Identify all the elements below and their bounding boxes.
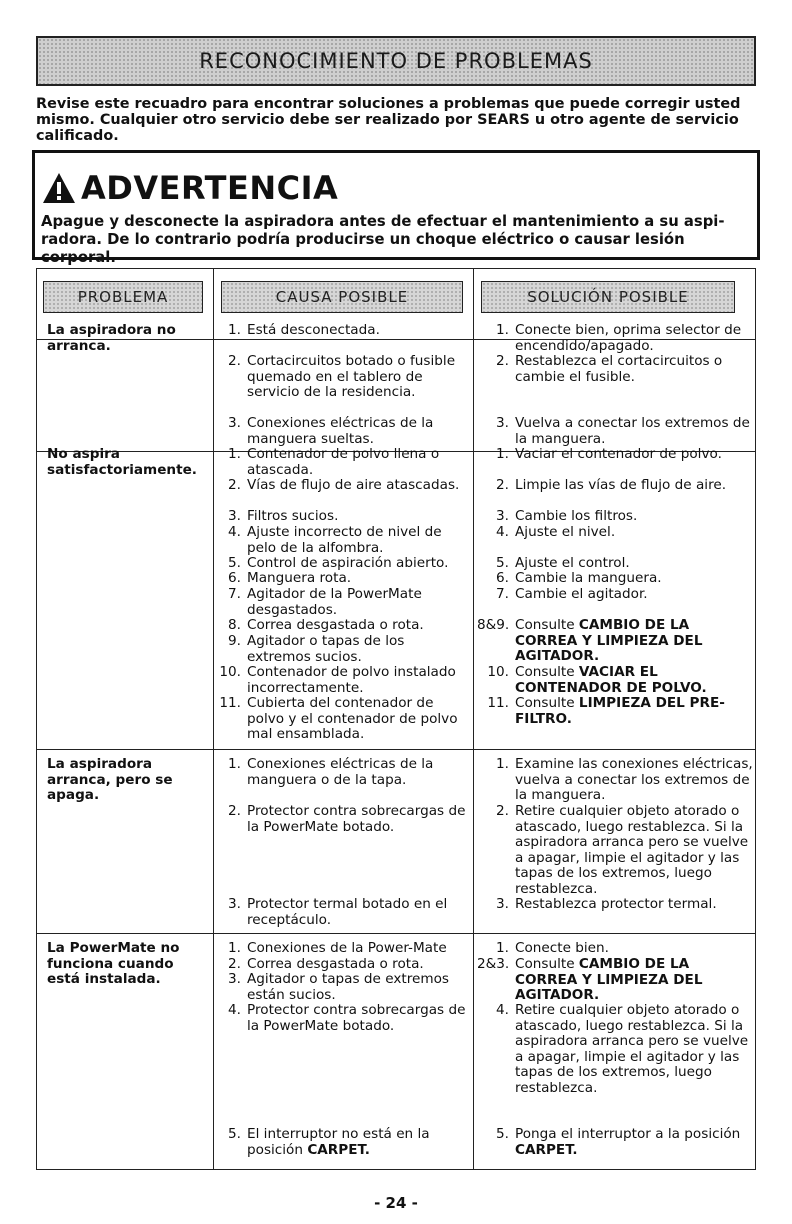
- cause-item: 2. Protector contra sobrecargas de la PowerMate botado.: [228, 803, 466, 835]
- cause-item: 3. Protector termal botado en el receptáculo.: [228, 896, 448, 928]
- cause-item: 10. Contenador de polvo instalado incorrectamente.: [219, 664, 456, 696]
- cause-item: 8. Correa desgastada o rota.: [228, 617, 424, 633]
- solution-item: 2&3. Consulte CAMBIO DE LA CORREA Y LIMPIEZA DEL AGITADOR.: [477, 956, 703, 1003]
- cause-item: 9. Agitador o tapas de los extremos sucios.: [228, 633, 405, 665]
- cause-item: 2. Vías de flujo de aire atascadas.: [228, 477, 460, 493]
- cause-item: 3. Conexiones eléctricas de la manguera sueltas.: [228, 415, 434, 447]
- cause-item: 2. Correa desgastada o rota.: [228, 956, 424, 972]
- solution-item: 2. Retire cualquier objeto atorado o atascado, luego restablezca. Si la aspiradora arranca pero se vuelve a apagar, limpie el agitador y las tapas de los extremos, luego restablezca.: [496, 803, 749, 897]
- column-divider: [473, 269, 474, 1169]
- page-number: - 24 -: [374, 1194, 418, 1212]
- cause-item: 7. Agitador de la PowerMate desgastados.: [228, 586, 422, 618]
- warning-title: ADVERTENCIA: [81, 169, 339, 207]
- column-divider: [213, 269, 214, 1169]
- cause-item: 6. Manguera rota.: [228, 570, 352, 586]
- solution-item: 3. Restablezca protector termal.: [496, 896, 717, 912]
- solution-item: 8&9. Consulte CAMBIO DE LA CORREA Y LIMPIEZA DEL AGITADOR.: [477, 617, 703, 664]
- problem-cell: La aspiradora no arranca.: [47, 322, 176, 354]
- row-divider: [37, 933, 755, 934]
- cause-item: 5. Control de aspiración abierto.: [228, 555, 449, 571]
- solution-item: 3. Vuelva a conectar los extremos de la manguera.: [496, 415, 750, 447]
- warning-triangle-icon: [41, 171, 77, 205]
- solution-item: 11. Consulte LIMPIEZA DEL PRE-FILTRO.: [487, 695, 725, 727]
- cause-item: 3. Filtros sucios.: [228, 508, 339, 524]
- cause-item: 1. Conexiones de la Power-Mate: [228, 940, 447, 956]
- problem-cell: La aspiradora arranca, pero se apaga.: [47, 756, 173, 803]
- cause-item: 3. Agitador o tapas de extremos están sucios.: [228, 971, 449, 1003]
- intro-paragraph: Revise este recuadro para encontrar soluciones a problemas que puede corregir usted mismo. Cualquier otro servicio debe ser realizado por SEARS u otro agente de servicio calificado.: [36, 96, 741, 144]
- warning-box: [32, 150, 760, 266]
- solution-item: 6. Cambie la manguera.: [496, 570, 662, 586]
- cause-item: 5. El interruptor no está en la posición CARPET.: [228, 1126, 430, 1158]
- solution-item: 3. Cambie los filtros.: [496, 508, 638, 524]
- solution-item: 7. Cambie el agitador.: [496, 586, 648, 602]
- cause-item: 1. Contenador de polvo llena o atascada.: [228, 446, 440, 478]
- warning-heading: [41, 169, 757, 207]
- cause-item: 4. Ajuste incorrecto de nivel de pelo de la alfombra.: [228, 524, 442, 556]
- section-title: RECONOCIMIENTO DE PROBLEMAS: [199, 49, 593, 73]
- cause-item: 1. Está desconectada.: [228, 322, 380, 338]
- solution-item: 5. Ponga el interruptor a la posición CARPET.: [496, 1126, 741, 1158]
- solution-item: 4. Retire cualquier objeto atorado o atascado, luego restablezca. Si la aspiradora arranca pero se vuelve a apagar, limpie el agitador y las tapas de los extremos, luego restablezca.: [496, 1002, 749, 1096]
- solution-item: 1. Conecte bien.: [496, 940, 609, 956]
- solution-item: 2. Limpie las vías de flujo de aire.: [496, 477, 727, 493]
- solution-item: 4. Ajuste el nivel.: [496, 524, 616, 540]
- troubleshooting-table: [36, 268, 756, 1170]
- cause-item: 11. Cubierta del contenador de polvo y el contenador de polvo mal ensamblada.: [219, 695, 458, 742]
- header-problem: PROBLEMA: [43, 281, 203, 313]
- section-title-banner: [36, 36, 756, 86]
- solution-item: 1. Vaciar el contenador de polvo.: [496, 446, 722, 462]
- solution-item: 5. Ajuste el control.: [496, 555, 630, 571]
- row-divider: [37, 749, 755, 750]
- problem-cell: No aspira satisfactoriamente.: [47, 446, 197, 478]
- cause-item: 2. Cortacircuitos botado o fusible quemado en el tablero de servicio de la residencia.: [228, 353, 456, 400]
- warning-text: Apague y desconecte la aspiradora antes de efectuar el mantenimiento a su aspi- radora. De lo contrario podría producirse un choque eléctrico o causar lesión corporal.: [41, 213, 725, 266]
- solution-item: 1. Conecte bien, oprima selector de encendido/apagado.: [496, 322, 742, 354]
- cause-item: 4. Protector contra sobrecargas de la PowerMate botado.: [228, 1002, 466, 1034]
- header-solution: SOLUCIÓN POSIBLE: [481, 281, 735, 313]
- cause-item: 1. Conexiones eléctricas de la manguera o de la tapa.: [228, 756, 434, 788]
- solution-item: 10. Consulte VACIAR EL CONTENADOR DE POLVO.: [487, 664, 707, 696]
- header-cause: CAUSA POSIBLE: [221, 281, 463, 313]
- solution-item: 1. Examine las conexiones eléctricas, vuelva a conectar los extremos de la manguera.: [496, 756, 753, 803]
- problem-cell: La PowerMate no funciona cuando está instalada.: [47, 940, 180, 987]
- solution-item: 2. Restablezca el cortacircuitos o cambie el fusible.: [496, 353, 723, 385]
